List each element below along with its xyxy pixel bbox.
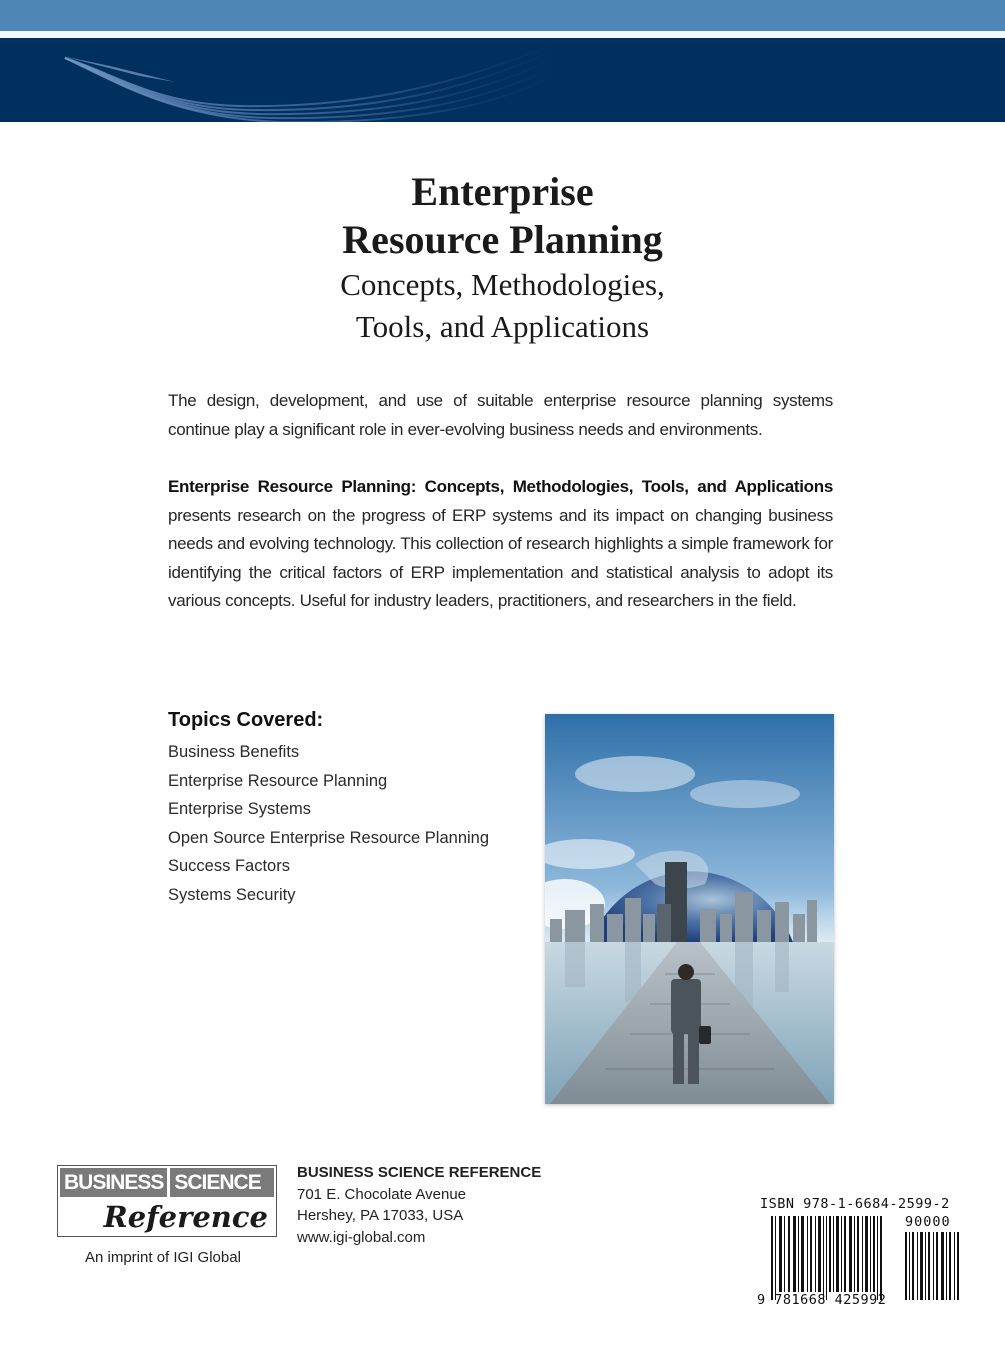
description-paragraph-2-text: presents research on the progress of ERP systems and its impact on changing business needs and evolving technology. This collection of research highlights a simple framework for identifying the critical factors of ERP implementation and statistical analysis to adopt its various concepts. Useful for industry leaders, practitioners, and researchers in the field. [168,505,833,610]
topic-item: Enterprise Resource Planning [168,771,388,790]
header-divider-stripe [0,31,1005,38]
cover-image [545,714,834,1104]
header-dark-band [0,38,1005,122]
publisher-website: www.igi-global.com [297,1228,426,1246]
topic-item: Business Benefits [168,743,300,761]
topics-covered [168,709,489,910]
isbn-barcode [757,1196,967,1311]
ean-digits: 9 781668 425992 [757,1292,887,1308]
logo-word-science: SCIENCE [170,1168,274,1197]
logo-word-business: BUSINESS [60,1168,167,1197]
title-line-1: Enterprise [411,169,594,214]
topic-item: Enterprise Systems [168,800,312,819]
imprint-text: An imprint of IGI Global [85,1249,241,1266]
topics-heading: Topics Covered: [168,709,324,731]
swoosh-decoration-icon [0,38,1005,122]
publisher-address-line-2: Hershey, PA 17033, USA [297,1207,464,1224]
topic-item: Systems Security [168,885,296,904]
logo-word-reference: Reference [103,1200,268,1234]
isbn-number: ISBN 978-1-6684-2599-2 [760,1196,950,1212]
businessman-globe-city-image-icon [545,714,834,1104]
header-top-band [0,0,1005,31]
publisher-address-line-1: 701 E. Chocolate Avenue [297,1185,467,1203]
title-line-2: Resource Planning [342,217,663,262]
description-paragraph-1: The design, development, and use of suitable enterprise resource planning systems continue play a significant role in ever-evolving business needs and environments. [168,391,833,439]
subtitle-line-1: Concepts, Methodologies, [340,267,665,302]
description-paragraph-2 [168,473,833,616]
business-science-reference-logo [57,1165,277,1237]
subtitle-line-2: Tools, and Applications [355,309,650,344]
price-code: 90000 [905,1214,951,1230]
topic-item: Success Factors [168,857,290,876]
book-title [0,168,1005,348]
publisher-name: BUSINESS SCIENCE REFERENCE [297,1164,542,1181]
book-title-inline: Enterprise Resource Planning: Concepts, Methodologies, Tools, and Applications [168,477,833,496]
topic-item: Open Source Enterprise Resource Planning [168,828,490,847]
publisher-info [297,1162,541,1248]
